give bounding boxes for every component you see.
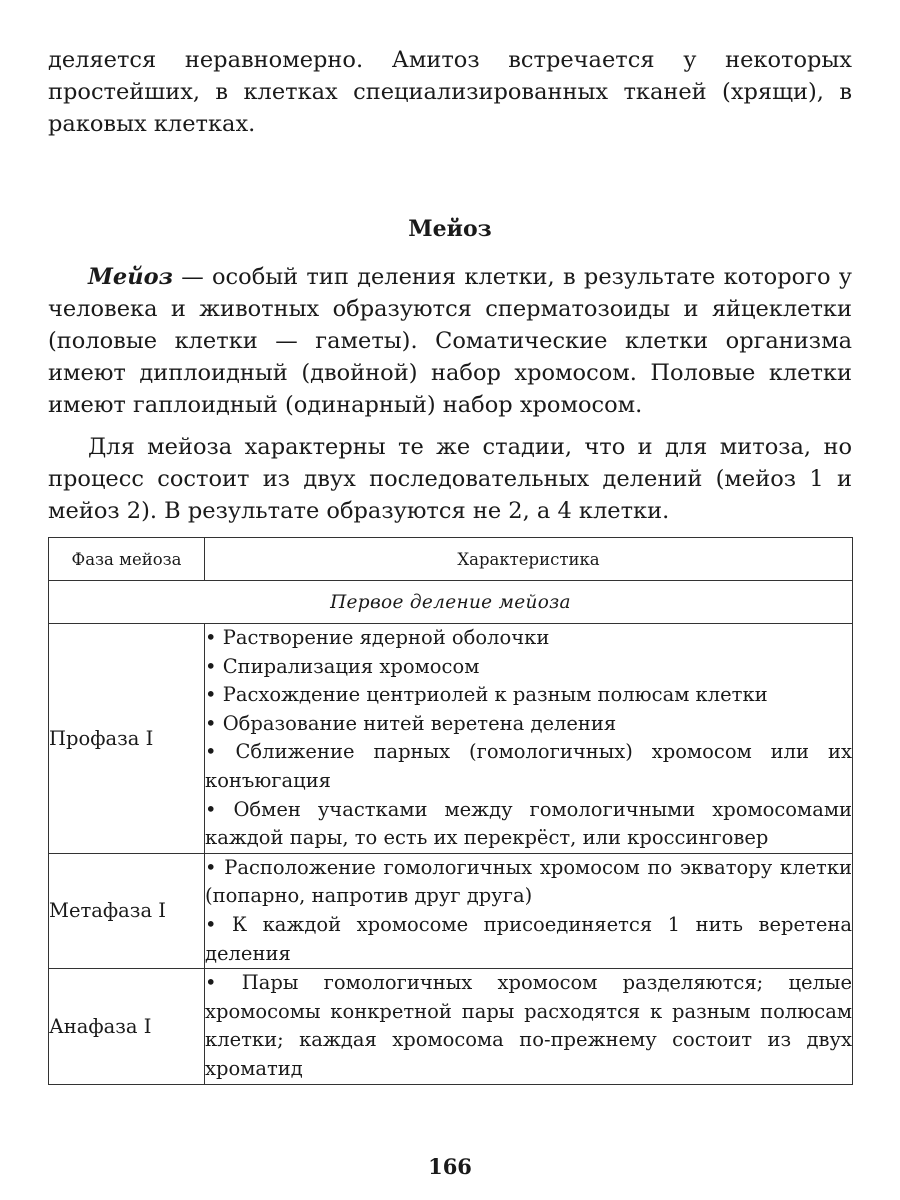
- phase-characteristics: [205, 853, 853, 968]
- meiosis-table: [48, 537, 853, 1085]
- section-label: Первое деление мейоза: [49, 581, 853, 624]
- header-phase: Фаза мейоза: [49, 538, 205, 581]
- header-characteristic: Характеристика: [205, 538, 853, 581]
- list-item: • Образование нитей веретена деления: [205, 711, 617, 735]
- table-row: [49, 969, 853, 1084]
- stages-paragraph: Для мейоза характерны те же стадии, что и для митоза, но процесс состоит из двух последовательных делений (мейоз 1 и мейоз 2). В результате образуются не 2, а 4 клетки.: [48, 434, 852, 524]
- list-item: • К каждой хромосоме присоединяется 1 нить веретена деления: [205, 912, 852, 965]
- list-item: • Расположение гомологичных хромосом по экватору клетки (попарно, напротив друг друга): [205, 855, 852, 908]
- phase-name: Метафаза I: [49, 853, 205, 968]
- table-row: [49, 624, 853, 854]
- list-item: • Пары гомологичных хромосом разделяются; целые хромосомы конкретной пары расходятся к разным полюсам клетки; каждая хромосома по-прежнему состоит из двух хроматид: [205, 971, 852, 1080]
- page-body: [48, 44, 852, 527]
- phase-characteristics: [205, 969, 853, 1084]
- phase-name: Профаза I: [49, 624, 205, 854]
- definition-term: Мейоз: [88, 264, 173, 290]
- intro-paragraph: деляется неравномерно. Амитоз встречается у некоторых простейших, в клетках специализированных тканей (хрящи), в раковых клетках.: [48, 47, 852, 137]
- list-item: • Сближение парных (гомологичных) хромосом или их конъюгация: [205, 740, 852, 792]
- list-item: • Обмен участками между гомологичными хромосомами каждой пары, то есть их перекрёст, или кроссинговер: [205, 797, 852, 850]
- page-number: 166: [428, 1154, 472, 1179]
- table-section-row: [49, 581, 853, 624]
- section-title: Мейоз: [408, 216, 492, 242]
- phase-characteristics: [205, 624, 853, 854]
- phase-name: Анафаза I: [49, 969, 205, 1084]
- list-item: • Растворение ядерной оболочки: [205, 626, 550, 649]
- definition-paragraph: [48, 261, 852, 421]
- table-header-row: [49, 538, 853, 581]
- definition-text: — особый тип деления клетки, в результате которого у человека и животных образуются сперматозоиды и яйцеклетки (половые клетки — гаметы). Соматические клетки организма имеют диплоидный (двойной) набор хромосом. Половые клетки имеют гаплоидный (одинарный) набор хромосом.: [48, 264, 852, 418]
- list-item: • Спирализация хромосом: [205, 654, 480, 678]
- list-item: • Расхождение центриолей к разным полюсам клетки: [205, 683, 768, 707]
- table-row: [49, 853, 853, 968]
